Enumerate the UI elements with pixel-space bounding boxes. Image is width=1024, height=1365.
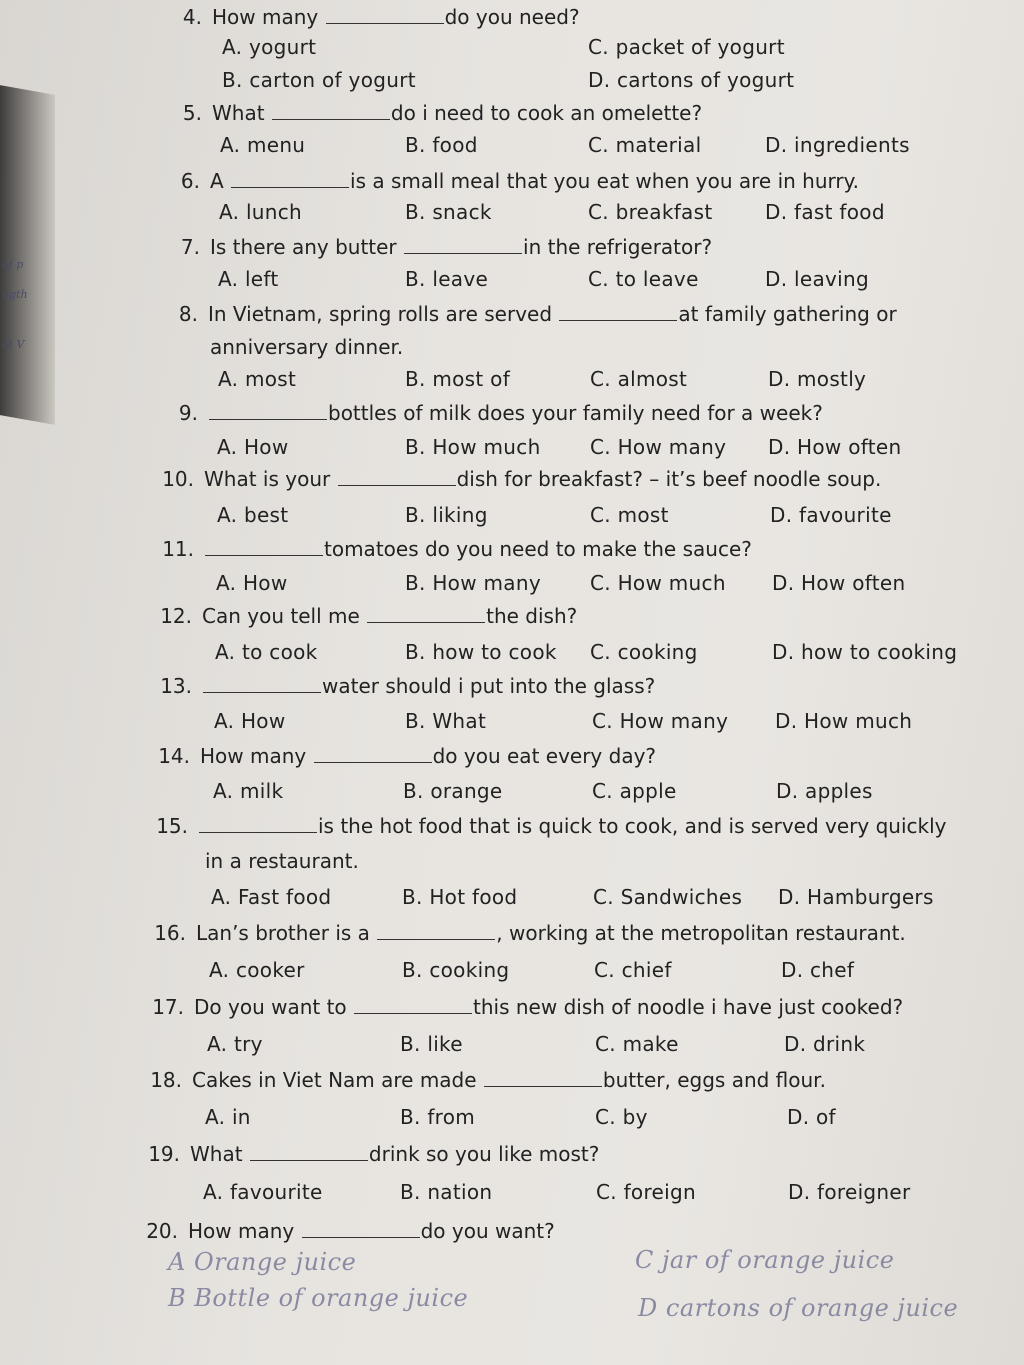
question-line — [144, 921, 906, 945]
answer-option: A. try — [207, 1032, 263, 1056]
answer-option: D. fast food — [765, 200, 885, 224]
question-number: 13. — [160, 674, 192, 698]
answer-blank[interactable] — [250, 1142, 368, 1161]
question-number: 20. — [146, 1219, 178, 1243]
answer-option: A. in — [205, 1105, 251, 1129]
question-number: 17. — [152, 995, 184, 1019]
question-number: 8. — [178, 302, 198, 326]
answer-option: D. leaving — [765, 267, 869, 291]
question-line — [146, 814, 946, 838]
answer-blank[interactable] — [338, 467, 456, 486]
question-text-after: bottles of milk does your family need for a week? — [328, 401, 823, 425]
answer-option: D. How often — [768, 435, 902, 459]
question-number: 12. — [160, 604, 192, 628]
answer-option: A. best — [217, 503, 289, 527]
answer-option: A. cooker — [209, 958, 305, 982]
answer-option: C. make — [595, 1032, 679, 1056]
answer-option: B. most of — [405, 367, 511, 391]
question-text-before: How many — [188, 1219, 295, 1243]
answer-option: B. carton of yogurt — [222, 68, 416, 92]
question-text-before: How many — [212, 5, 319, 29]
answer-option: C. chief — [594, 958, 672, 982]
answer-option: D. ingredients — [765, 133, 910, 157]
handwritten-option-d: D cartons of orange juice — [638, 1294, 959, 1322]
question-line — [158, 235, 712, 259]
folded-page-edge — [0, 85, 55, 425]
question-line — [140, 1068, 826, 1092]
question-number: 19. — [148, 1142, 180, 1166]
answer-option: A. most — [218, 367, 297, 391]
question-continuation: anniversary dinner. — [210, 335, 404, 359]
question-text-after: , working at the metropolitan restaurant. — [496, 921, 906, 945]
handwritten-option-b: B Bottle of orange juice — [168, 1284, 469, 1312]
question-text-after: in the refrigerator? — [523, 235, 713, 259]
answer-blank[interactable] — [302, 1219, 420, 1238]
answer-blank[interactable] — [354, 995, 472, 1014]
margin-note: of p — [2, 258, 24, 271]
answer-option: D. cartons of yogurt — [588, 68, 795, 92]
answer-option: B. from — [400, 1105, 476, 1129]
answer-option: B. orange — [403, 779, 503, 803]
answer-option: B. How many — [405, 571, 541, 595]
answer-option: C. to leave — [588, 267, 699, 291]
answer-blank[interactable] — [205, 537, 323, 556]
answer-option: A. yogurt — [222, 35, 317, 59]
answer-option: B. like — [400, 1032, 463, 1056]
question-text-before: Cakes in Viet Nam are made — [192, 1068, 477, 1092]
question-number: 18. — [150, 1068, 182, 1092]
question-text-before: Can you tell me — [202, 604, 360, 628]
answer-blank[interactable] — [199, 814, 317, 833]
answer-option: A. How — [217, 435, 289, 459]
answer-option: D. mostly — [768, 367, 867, 391]
question-text-before: A — [210, 169, 224, 193]
question-line — [150, 604, 577, 628]
question-line — [160, 5, 580, 29]
answer-option: D. favourite — [770, 503, 892, 527]
answer-option: C. How many — [590, 435, 727, 459]
answer-blank[interactable] — [203, 674, 321, 693]
question-continuation: in a restaurant. — [205, 849, 359, 873]
question-line — [156, 401, 823, 425]
question-text-after: do you need? — [444, 5, 580, 29]
answer-option: C. breakfast — [588, 200, 713, 224]
answer-option: D. apples — [776, 779, 873, 803]
question-text-before: Is there any butter — [210, 235, 397, 259]
question-text-before: How many — [200, 744, 307, 768]
question-text-before: Do you want to — [194, 995, 347, 1019]
question-number: 15. — [156, 814, 188, 838]
question-text-after: dish for breakfast? – it’s beef noodle soup. — [456, 467, 882, 491]
answer-option: D. of — [787, 1105, 836, 1129]
answer-option: A. lunch — [219, 200, 303, 224]
answer-option: D. Hamburgers — [778, 885, 934, 909]
answer-option: B. food — [405, 133, 478, 157]
answer-blank[interactable] — [272, 101, 390, 120]
question-text-before: What — [212, 101, 265, 125]
question-text-after: do you eat every day? — [432, 744, 657, 768]
question-number: 4. — [182, 5, 202, 29]
answer-option: B. What — [405, 709, 487, 733]
answer-option: C. material — [588, 133, 702, 157]
answer-option: B. Hot food — [402, 885, 518, 909]
answer-option: C. How much — [590, 571, 726, 595]
answer-option: D. How much — [775, 709, 913, 733]
answer-option: A. How — [214, 709, 286, 733]
answer-option: C. apple — [592, 779, 677, 803]
answer-option: C. How many — [592, 709, 729, 733]
handwritten-option-a: A Orange juice — [168, 1248, 357, 1276]
question-text-after: do i need to cook an omelette? — [390, 101, 703, 125]
question-number: 9. — [178, 401, 198, 425]
answer-option: C. Sandwiches — [593, 885, 743, 909]
question-text-after: drink so you like most? — [368, 1142, 600, 1166]
answer-blank[interactable] — [231, 169, 349, 188]
question-line — [152, 537, 752, 561]
question-text-before: What — [190, 1142, 243, 1166]
answer-option: B. nation — [400, 1180, 493, 1204]
question-text-after: tomatoes do you need to make the sauce? — [324, 537, 752, 561]
question-line — [156, 302, 897, 326]
question-number: 11. — [162, 537, 194, 561]
question-text-after: the dish? — [486, 604, 578, 628]
question-line — [142, 995, 903, 1019]
question-number: 10. — [162, 467, 194, 491]
answer-option: B. liking — [405, 503, 488, 527]
question-line — [136, 1219, 555, 1243]
answer-blank[interactable] — [484, 1068, 602, 1087]
question-line — [150, 674, 655, 698]
answer-option: B. cooking — [402, 958, 510, 982]
margin-note: ngth — [2, 288, 28, 301]
answer-option: A. How — [216, 571, 288, 595]
answer-blank[interactable] — [209, 401, 327, 420]
answer-option: A. to cook — [215, 640, 318, 664]
answer-option: A. milk — [213, 779, 284, 803]
question-text-after: water should i put into the glass? — [322, 674, 656, 698]
answer-option: B. leave — [405, 267, 489, 291]
answer-blank[interactable] — [559, 302, 677, 321]
answer-option: A. left — [218, 267, 279, 291]
question-text-after: this new dish of noodle i have just cooked? — [473, 995, 904, 1019]
question-text-before: What is your — [204, 467, 331, 491]
answer-blank[interactable] — [367, 604, 485, 623]
answer-option: C. almost — [590, 367, 688, 391]
question-number: 16. — [154, 921, 186, 945]
question-line — [152, 467, 881, 491]
answer-option: C. by — [595, 1105, 648, 1129]
margin-note: ot V — [2, 338, 25, 351]
question-number: 5. — [182, 101, 202, 125]
handwritten-option-c: C jar of orange juice — [635, 1246, 895, 1274]
question-line — [158, 169, 859, 193]
question-text-after: at family gathering or — [678, 302, 897, 326]
question-text-after: is a small meal that you eat when you are in hurry. — [350, 169, 859, 193]
answer-option: A. menu — [220, 133, 306, 157]
answer-option: A. favourite — [203, 1180, 323, 1204]
answer-option: D. drink — [784, 1032, 866, 1056]
answer-option: D. how to cooking — [772, 640, 958, 664]
question-text-after: do you want? — [420, 1219, 555, 1243]
question-number: 7. — [180, 235, 200, 259]
question-text-after: butter, eggs and flour. — [602, 1068, 826, 1092]
answer-option: D. foreigner — [788, 1180, 911, 1204]
question-line — [148, 744, 656, 768]
answer-option: B. how to cook — [405, 640, 557, 664]
answer-option: D. How often — [772, 571, 906, 595]
question-line — [160, 101, 702, 125]
question-number: 14. — [158, 744, 190, 768]
answer-option: D. chef — [781, 958, 855, 982]
answer-option: B. snack — [405, 200, 492, 224]
answer-option: C. foreign — [596, 1180, 696, 1204]
question-text-after: is the hot food that is quick to cook, and is served very quickly — [318, 814, 947, 838]
answer-option: C. cooking — [590, 640, 698, 664]
answer-option: C. most — [590, 503, 669, 527]
answer-blank[interactable] — [404, 235, 522, 254]
answer-blank[interactable] — [377, 921, 495, 940]
question-number: 6. — [180, 169, 200, 193]
answer-option: B. How much — [405, 435, 541, 459]
question-line — [138, 1142, 599, 1166]
question-text-before: In Vietnam, spring rolls are served — [208, 302, 553, 326]
question-text-before: Lan’s brother is a — [196, 921, 370, 945]
answer-blank[interactable] — [314, 744, 432, 763]
answer-option: A. Fast food — [211, 885, 332, 909]
answer-blank[interactable] — [326, 5, 444, 24]
answer-option: C. packet of yogurt — [588, 35, 785, 59]
